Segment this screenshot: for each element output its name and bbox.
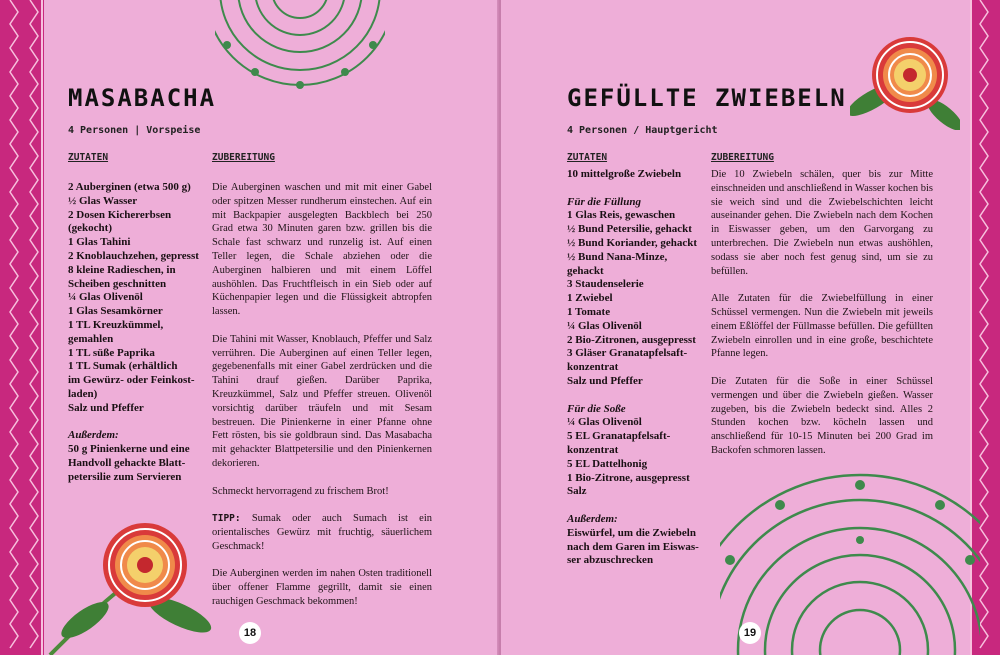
ingredient-item: Salz und Pfeffer [68,401,144,414]
ingredient-item: 10 mittelgroße Zwiebeln [567,168,682,180]
left-page [0,0,499,655]
ingredient-item: (gekocht) [68,222,112,235]
tip-paragraph [212,512,432,553]
ingredient-item: 1 Zwiebel [567,292,613,305]
right-page [501,0,1000,655]
ingredients-heading: ZUTATEN [68,152,109,163]
ingredient-item: konzentrat [567,361,619,374]
ingredient-item: 50 g Pinienkerne und eine [68,443,190,456]
ingredient-item: 1 Tomate [567,305,611,318]
section-heading: Für die Füllung [567,195,641,208]
ingredient-item: gehackt [567,264,604,277]
prep-paragraph: Die Auberginen werden im nahen Osten traditionell über offener Flamme gegrillt, damit sie einen rauchigen Geschmack bekommen! [212,568,432,607]
ingredient-item: 5 EL Dattelhonig [567,457,648,470]
extra-heading: Außerdem: [68,429,119,442]
ingredient-item: 2 Bio-Zitronen, ausgepresst [567,333,696,346]
ingredient-item: 1 Glas Tahini [68,236,131,249]
ingredient-item: ¼ Glas Olivenöl [68,291,143,304]
ingredient-item: Salz und Pfeffer [567,374,643,387]
preparation-text [212,181,432,623]
ingredient-item: ser abzuschrecken [567,554,654,567]
ingredient-item: Scheiben geschnitten [68,277,167,290]
preparation-heading: ZUBEREITUNG [212,152,275,163]
page-title: MASABACHA [68,84,217,112]
tip-label: TIPP: [212,513,241,525]
ingredient-item: 5 EL Granatapfelsaft- [567,430,671,443]
mandala-decoration [215,0,385,95]
section-heading: Für die Soße [567,402,626,415]
prep-paragraph: Die Zutaten für die Soße in einer Schüssel vermengen und über die Zwiebeln gießen. Wasser zugeben, bis die Zwiebeln bedeckt sind. Alles 2 Stunden kochen bzw. köcheln lassen und anschließend für 10-15 Minuten bei 200 Grad im Backofen schmoren lassen. [711,375,933,456]
ingredient-item: 3 Staudenselerie [567,278,644,291]
ingredient-item: 1 Glas Sesamkörner [68,305,163,318]
ingredient-list [68,181,208,485]
ingredient-item: 2 Auberginen (etwa 500 g) [68,181,191,193]
prep-paragraph: Die Auberginen waschen und mit mit einer Gabel oder spitzen Messer rundherum einstechen. Auf ein mit Backpapier ausgelegten Backblech bei 250 Grad etwa 30 Minuten garen bzw. grillen bis die Schale fast schwarz und runzelig ist. Auf einen Teller legen, die Schale abziehen oder die Auberginen halbieren und mit einem Löffel aushöhlen. Das Fruchtfleisch in ein Sieb oder auf Küchenpapier legen und die Flüssigkeit abtropfen lassen. [212,182,432,318]
preparation-text [711,168,933,472]
ingredient-item: petersilie zum Servieren [68,470,182,483]
flower-decoration [30,505,230,655]
ingredient-item: ½ Bund Petersilie, gehackt [567,223,692,236]
prep-paragraph: Schmeckt hervorragend zu frischem Brot! [212,485,389,497]
extra-heading: Außerdem: [567,512,618,525]
ingredient-item: 2 Dosen Kichererbsen [68,208,172,221]
prep-paragraph: Die 10 Zwiebeln schälen, quer bis zur Mitte einschneiden und anschließend in Wasser kochen bis sie weich sind und die Zwiebelschichten leicht auseinander gehen. Die Zwiebeln nach dem Kochen in Eiswasser geben, um den Garvorgang zu unterbrechen. Die Zwiebeln nun etwas aushöhlen, sodass sie aber noch fest genug sind, um sie zu befüllen. [711,169,933,277]
ingredient-item: ¼ Glas Olivenöl [567,416,642,429]
flower-decoration [850,20,960,130]
ingredient-item: gemahlen [68,332,114,345]
ingredient-item: im Gewürz- oder Feinkost- [68,374,195,387]
tip-text: Sumak oder auch Sumach ist ein orientalisches Gewürz mit fruchtig, säuerlichem Geschmack! [212,513,432,552]
page-number: 18 [239,622,261,644]
prep-paragraph: Alle Zutaten für die Zwiebelfüllung in einer Schüssel vermengen. Nun die Zwiebeln mit jeweils einem Eßlöffel der Füllmasse befüllen. Die gefüllten Zwiebeln einrollen und in eine große, beschichtete Pfanne legen. [711,293,933,360]
page-title: GEFÜLLTE ZWIEBELN [567,84,847,112]
ingredient-item: konzentrat [567,443,619,456]
ingredient-item: 1 Bio-Zitrone, ausgepresst [567,471,690,484]
ingredient-list [567,168,707,568]
preparation-heading: ZUBEREITUNG [711,152,774,163]
ingredient-item: ½ Bund Koriander, gehackt [567,236,698,249]
ingredient-item: 1 TL Sumak (erhältlich [68,360,178,373]
ingredient-item: 2 Knoblauchzehen, gepresst [68,249,199,262]
ingredient-item: 3 Gläser Granatapfelsaft- [567,347,688,360]
ingredient-item: 1 TL süße Paprika [68,346,155,359]
ingredient-item: ½ Bund Nana-Minze, [567,250,668,263]
ingredient-item: 8 kleine Radieschen, in [68,263,176,276]
recipe-subtitle: 4 Personen / Hauptgericht [567,125,718,136]
ingredient-item: laden) [68,387,98,400]
recipe-subtitle: 4 Personen | Vorspeise [68,125,201,136]
ingredient-item: Eiswürfel, um die Zwiebeln [567,526,696,539]
ingredient-item: 1 Glas Reis, gewaschen [567,209,676,222]
ingredients-heading: ZUTATEN [567,152,608,163]
prep-paragraph: Die Tahini mit Wasser, Knoblauch, Pfeffer und Salz verrühren. Die Auberginen auf einen Teller legen, gegebenenfalls mit einer Gabel zerdrücken und die Tahini drauf gießen. Darüber Paprika, Kreuzkümmel, Salz und Pfeffer streuen. Olivenöl vorsichtig darüber träufeln und mit Sesam bestreuen. Die Pinienkerne in einer Pfanne ohne Fett rösten, bis sie goldbraun sind. Das Masabacha mit gehackter Blattpetersilie und den Pinienkernen dekorieren. [212,333,432,469]
ingredient-item: 1 TL Kreuzkümmel, [68,318,164,331]
ingredient-item: ½ Glas Wasser [68,194,138,207]
ingredient-item: nach dem Garen im Eiswas- [567,540,699,553]
ingredient-item: ¼ Glas Olivenöl [567,319,642,332]
page-number: 19 [739,622,761,644]
ingredient-item: Salz [567,485,587,498]
ingredient-item: Handvoll gehackte Blatt- [68,456,186,469]
